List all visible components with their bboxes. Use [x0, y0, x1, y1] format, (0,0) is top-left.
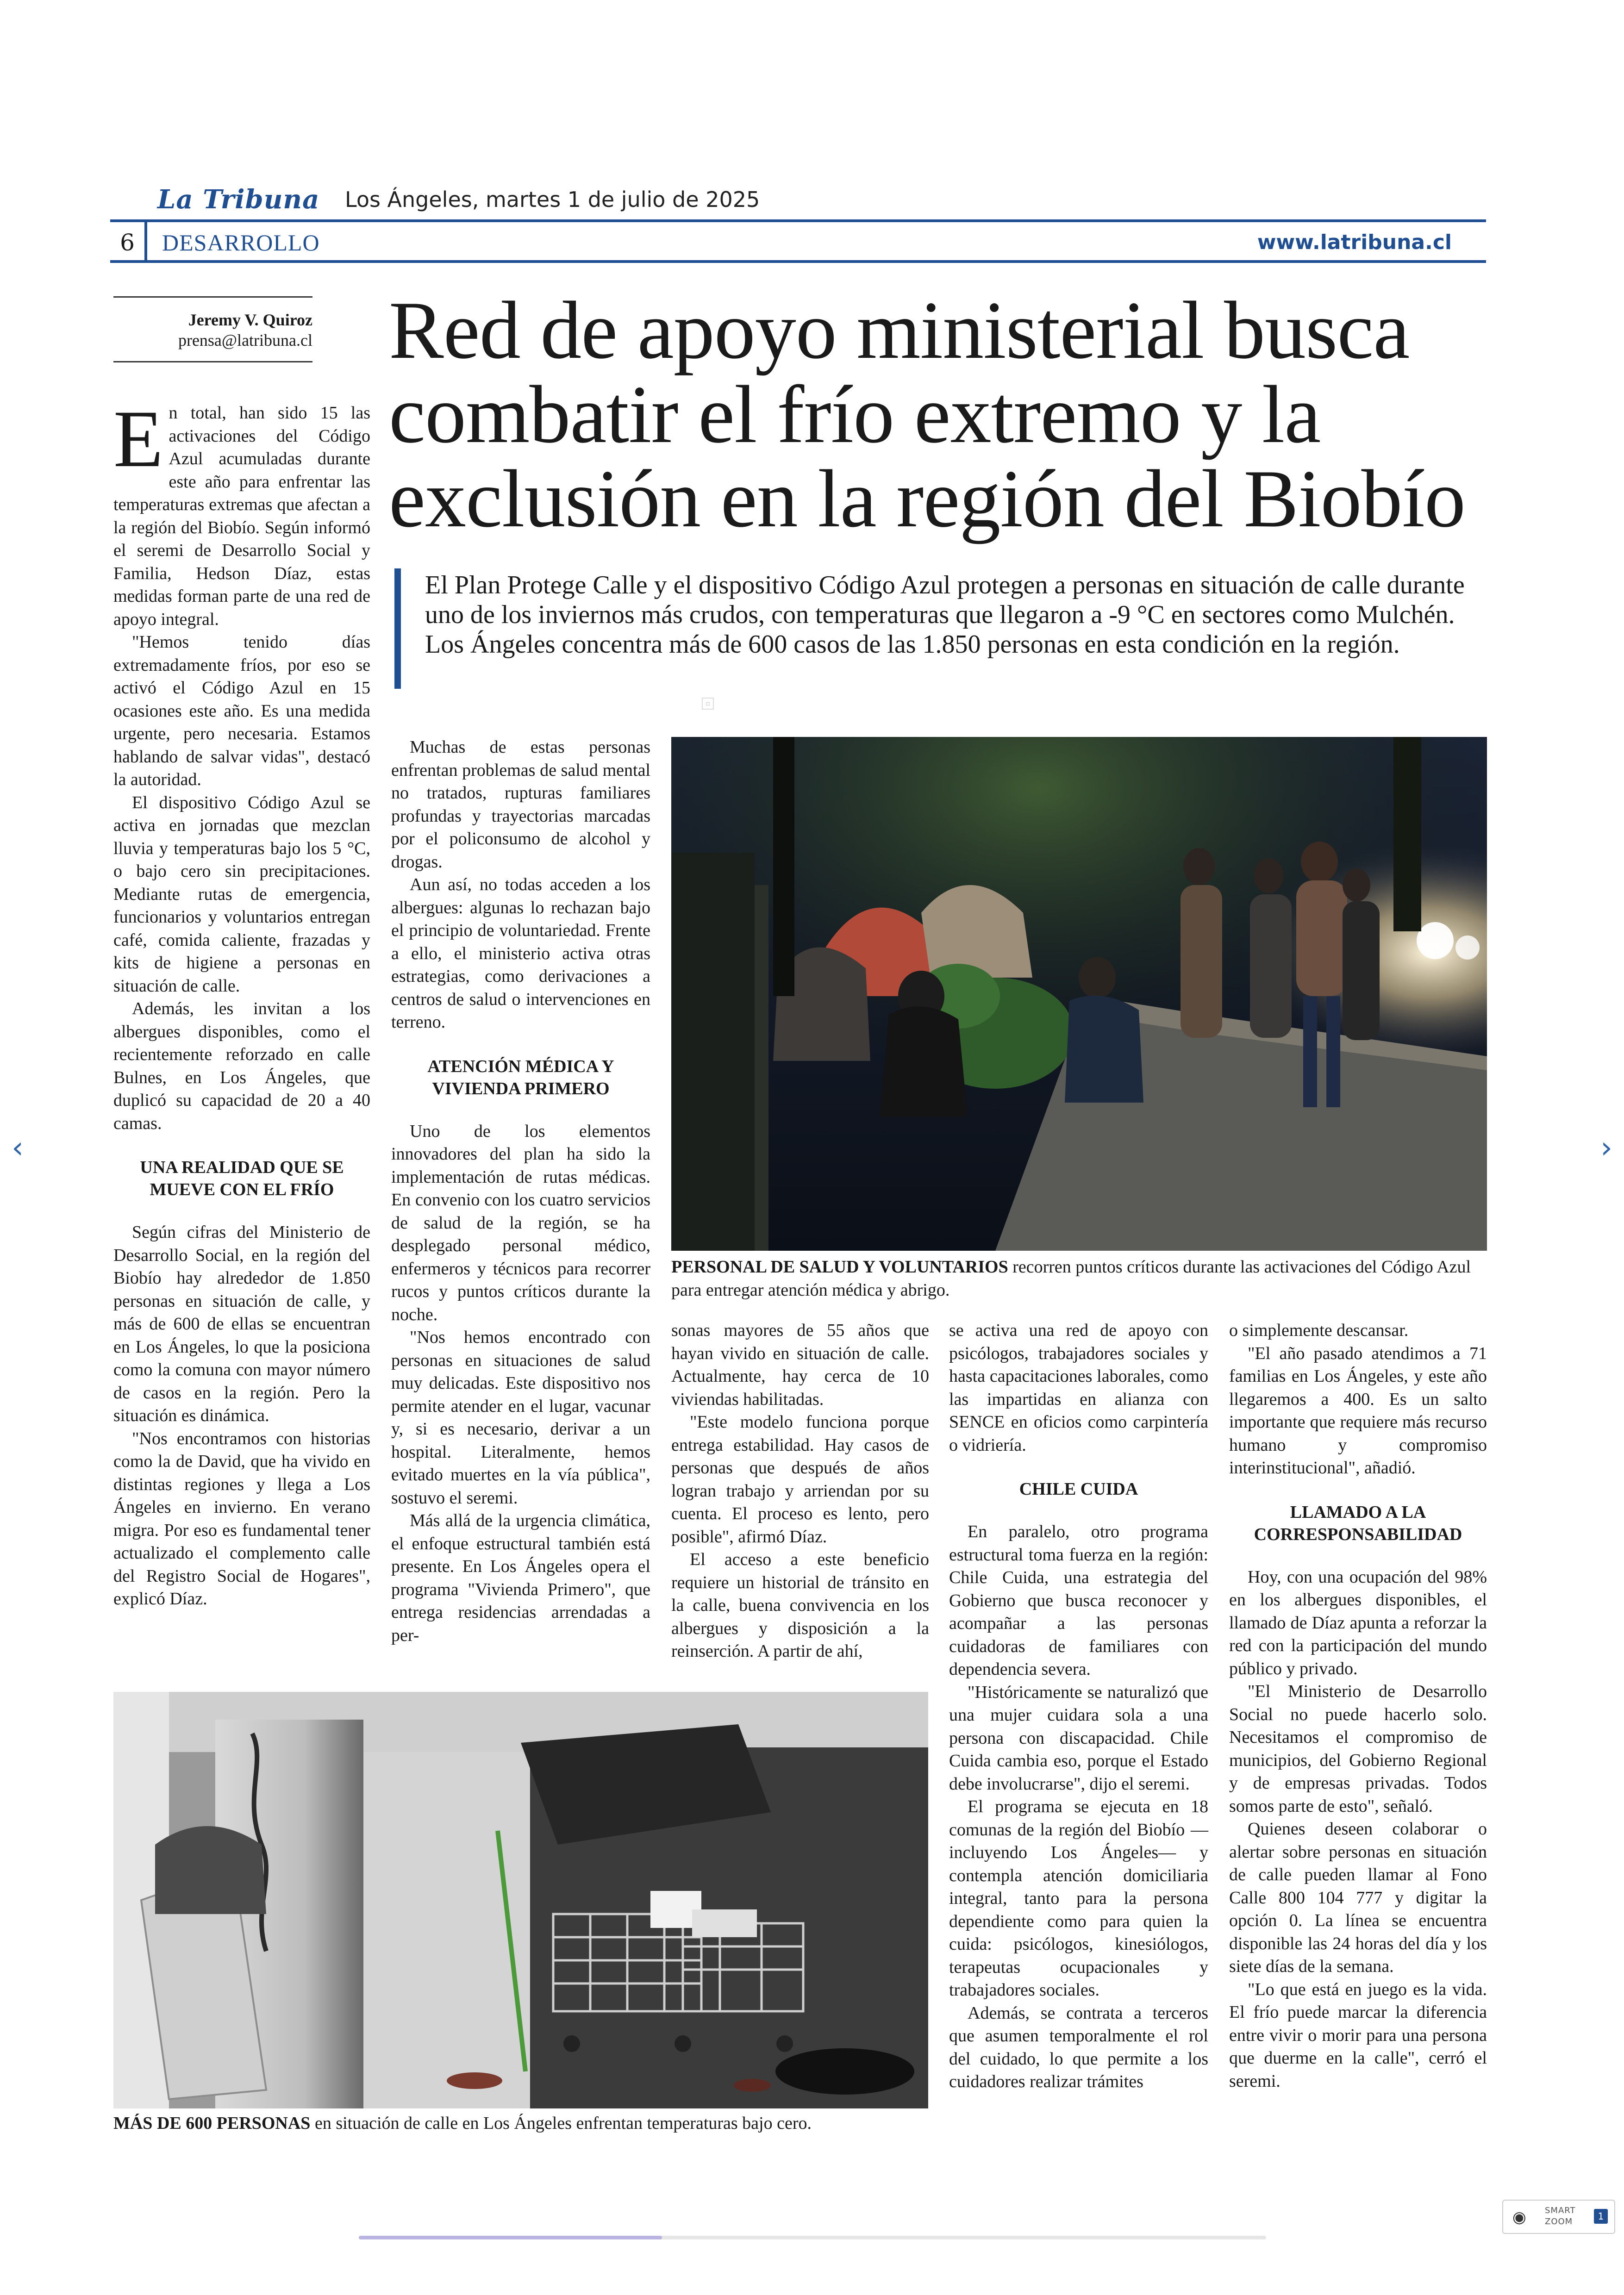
paragraph: Hoy, con una ocupación del 98% en los albergues disponibles, el llamado de Díaz apunta a reforzar la red con la participación del mundo público y privado.: [1229, 1567, 1487, 1678]
paragraph: "El año pasado atendimos a 71 familias en Los Ángeles, y este año llegaremos a 400. Es un salto importante que requiere más recurso humano y compromiso interinstitucional", añadió.: [1229, 1343, 1487, 1478]
section-name: DESARROLLO: [162, 230, 320, 256]
article-column-5: [1229, 1319, 1487, 2093]
caption-lead: PERSONAL DE SALUD Y VOLUNTARIOS: [671, 1257, 1008, 1277]
paragraph: Muchas de estas personas enfrentan problemas de salud mental no tratados, rupturas familiares profundas y trayectorias marcadas por el policonsumo de alcohol y drogas.: [391, 737, 650, 872]
eye-icon: ◉: [1512, 2208, 1526, 2226]
paragraph: "Este modelo funciona porque entrega estabilidad. Hay casos de personas que después de años logran trabajo y arriendan por su cuenta. El proceso es lento, pero posible", afirmó Díaz.: [671, 1412, 929, 1547]
paragraph: "Hemos tenido días extremadamente fríos, por eso se activó el Código Azul en 15 ocasiones este año. Es una medida urgente, pero necesaria. Estamos hablando de salvar vidas", destacó la autoridad.: [113, 632, 370, 789]
issue-date: Los Ángeles, martes 1 de julio de 2025: [345, 187, 760, 212]
section-bar: [110, 219, 1486, 263]
paragraph: El programa se ejecuta en 18 comunas de la región del Biobío —incluyendo Los Ángeles— y contempla atención domiciliaria integral, tanto para la persona dependiente como para quien la cuida: psicólogos, kinesiólogos, terapeutas ocupacionales y trabajadores sociales.: [949, 1797, 1208, 2000]
article-column-2: [391, 736, 650, 1647]
paragraph: sonas mayores de 55 años que hayan vivido en situación de calle. Actualmente, hay cerca de 10 viviendas habilitadas.: [671, 1321, 929, 1409]
website-link[interactable]: www.latribuna.cl: [1257, 231, 1452, 254]
paragraph: El acceso a este beneficio requiere un historial de tránsito en la calle, buena convivencia en los albergues y disposición a la reinserción. A partir de ahí,: [671, 1550, 929, 1661]
article-column-3: [671, 1319, 929, 1663]
paragraph: "El Ministerio de Desarrollo Social no puede hacerlo solo. Necesitamos el compromiso de municipios, del Gobierno Regional y de empresas privadas. Todos somos parte de esto", señaló.: [1229, 1682, 1487, 1816]
paragraph: n total, han sido 15 las activaciones del Código Azul acumuladas durante este año para enfrentar las temperaturas extremas que afectan a la región del Biobío. Según informó el seremi de Desarrollo Social y Familia, Hedson Díaz, estas medidas forman parte de una red de apoyo integral.: [113, 403, 370, 629]
photo-volunteers-night[interactable]: [671, 737, 1487, 1251]
caption-lead: MÁS DE 600 PERSONAS: [113, 2114, 311, 2133]
paragraph: "Históricamente se naturalizó que una mujer cuidara sola a una persona con discapacidad. Chile Cuida cambia eso, porque el Estado debe involucrarse", dijo el seremi.: [949, 1682, 1208, 1794]
zoom-marker-icon[interactable]: ▫: [702, 698, 714, 710]
byline-rule: [113, 296, 312, 298]
paragraph: "Nos hemos encontrado con personas en situaciones de salud muy delicadas. Este dispositivo nos permite atender en el lugar, vacunar y, si es necesario, derivar a un hospital. Literalmente, hemos evitado muertes en la vía pública", sostuvo el seremi.: [391, 1328, 650, 1508]
subheading: CHILE CUIDA: [1019, 1479, 1138, 1499]
photo1-caption: [671, 1255, 1488, 1302]
page-number: 6: [120, 229, 135, 256]
caption-text: recorren puntos críticos durante las activaciones del Código Azul para entregar atención médica y abrigo.: [671, 1257, 1471, 1300]
dropcap-letter: E: [113, 394, 163, 484]
subheading: LLAMADO A LA CORRESPONSABILIDAD: [1254, 1502, 1462, 1544]
next-page-icon[interactable]: ›: [1600, 1131, 1612, 1165]
article-column-1: [113, 394, 370, 1611]
paragraph: Además, les invitan a los albergues disponibles, como el recientemente reforzado en calle Bulnes, en Los Ángeles, que duplicó su capacidad de 20 a 40 camas.: [113, 999, 370, 1133]
paragraph: se activa una red de apoyo con psicólogos, trabajadores sociales y hasta capacitaciones laborales, como las impartidas en alianza con SENCE en oficios como carpintería o vidriería.: [949, 1321, 1208, 1455]
paragraph: "Lo que está en juego es la vida. El frío puede marcar la diferencia entre vivir o morir para una persona que duerme en la calle", cerró el seremi.: [1229, 1979, 1487, 2091]
byline-rule-bottom: [113, 361, 312, 362]
paragraph: Más allá de la urgencia climática, el enfoque estructural también está presente. En Los Ángeles opera el programa "Vivienda Primero", que entrega residencias arrendadas a per-: [391, 1511, 650, 1645]
article-headline: Red de apoyo ministerial busca combatir el frío extremo y la exclusión en la región del Biobío: [389, 284, 1465, 544]
article-lead: El Plan Protege Calle y el dispositivo Código Azul protegen a personas en situación de calle durante uno de los inviernos más crudos, con temperaturas que llegaron a -9 °C en sectores como Mulchén. Los Ángeles concentra más de 600 casos de las 1.850 personas en esta condición en la región.: [425, 571, 1465, 659]
newspaper-logo: La Tribuna: [157, 184, 320, 215]
paragraph: o simplemente descansar.: [1229, 1321, 1409, 1340]
photo2-caption: [113, 2112, 937, 2135]
paragraph: En paralelo, otro programa estructural toma fuerza en la región: Chile Cuida, una estrategia del Gobierno que busca reconocer y acompañar a las personas cuidadoras de familiares con dependencia severa.: [949, 1522, 1208, 1679]
smart-zoom-label: SMART ZOOM: [1545, 2206, 1576, 2226]
paragraph: El dispositivo Código Azul se activa en jornadas que mezclan lluvia y temperaturas bajo los 5 °C, o bajo cero sin precipitaciones. Mediante rutas de emergencia, funcionarios y voluntarios entregan café, comida caliente, frazadas y kits de higiene a personas en situación de calle.: [113, 792, 370, 996]
paragraph: Además, se contrata a terceros que asumen temporalmente el rol del cuidado, lo que permite a los cuidadores realizar trámites: [949, 2003, 1208, 2091]
photo-street-shelter[interactable]: [113, 1692, 928, 2108]
smart-zoom-button[interactable]: [1502, 2200, 1615, 2234]
paragraph: Según cifras del Ministerio de Desarrollo Social, en la región del Biobío hay alrededor de 1.850 personas en situación de calle, y más de 600 de ellas se encuentran en Los Ángeles, lo que la posiciona como la comuna con mayor número de casos en la región. Pero la situación es dinámica.: [113, 1222, 370, 1425]
article-column-4: [949, 1319, 1208, 2094]
author-email: prensa@latribuna.cl: [178, 331, 312, 349]
paragraph: Quienes deseen colaborar o alertar sobre personas en situación de calle pueden llamar al Fono Calle 800 104 777 y digitar la opción 0. La línea se encuentra disponible las 24 horas del día y los siete días de la semana.: [1229, 1819, 1487, 1976]
smart-zoom-badge: 1: [1594, 2209, 1608, 2224]
subheading: ATENCIÓN MÉDICA Y VIVIENDA PRIMERO: [427, 1056, 614, 1098]
paragraph: "Nos encontramos con historias como la de David, que ha vivido en distintas regiones y llega a Los Ángeles en invierno. En verano migra. Por eso es fundamental tener actualizado el complemento calle del Registro Social de Hogares", explicó Díaz.: [113, 1428, 370, 1609]
lead-accent-bar: [394, 568, 401, 689]
author-name: Jeremy V. Quiroz: [188, 311, 312, 329]
caption-text: en situación de calle en Los Ángeles enfrentan temperaturas bajo cero.: [310, 2114, 812, 2133]
paragraph: Aun así, no todas acceden a los albergues: algunas lo rechazan bajo el principio de voluntariedad. Frente a ello, el ministerio activa otras estrategias, como derivaciones a centros de salud o intervenciones en terreno.: [391, 875, 650, 1032]
subheading: UNA REALIDAD QUE SE MUEVE CON EL FRÍO: [140, 1158, 344, 1199]
scrollbar-thumb[interactable]: [359, 2236, 662, 2239]
prev-page-icon[interactable]: ‹: [12, 1131, 24, 1165]
paragraph: Uno de los elementos innovadores del plan ha sido la implementación de rutas médicas. En convenio con los cuatro servicios de salud de la región, se ha desplegado personal médico, enfermeros y técnicos para recorrer rucos y puntos críticos durante la noche.: [391, 1121, 650, 1324]
